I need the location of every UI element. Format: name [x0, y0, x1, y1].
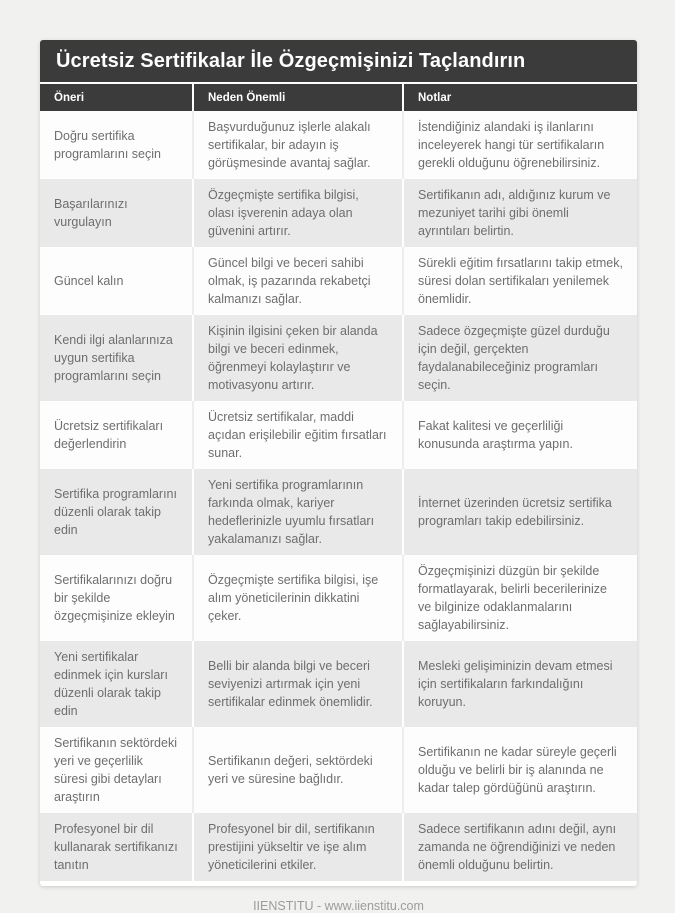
cell-notlar: Sertifikanın adı, aldığınız kurum ve mezuniyet tarihi gibi önemli ayrıntıları belirtin. — [402, 179, 637, 247]
table-row — [40, 641, 637, 727]
cell-neden-onemli: Profesyonel bir dil, sertifikanın prestijini yükseltir ve işe alım yöneticilerini etkiler. — [192, 813, 402, 881]
cell-notlar: Fakat kalitesi ve geçerliliği konusunda araştırma yapın. — [402, 401, 637, 469]
cell-neden-onemli: Kişinin ilgisini çeken bir alanda bilgi ve beceri edinmek, öğrenmeyi kolaylaştırır ve motivasyonu artırır. — [192, 315, 402, 401]
header-row — [40, 82, 637, 111]
cell-notlar: Sadece sertifikanın adını değil, aynı zamanda ne öğrendiğinizi ve neden önemli olduğunu belirtin. — [402, 813, 637, 881]
table-row — [40, 813, 637, 881]
column-header-notlar: Notlar — [402, 82, 637, 111]
column-header-oneri: Öneri — [40, 82, 192, 111]
cell-oneri: Ücretsiz sertifikaları değerlendirin — [40, 401, 192, 469]
cell-oneri: Sertifikanın sektördeki yeri ve geçerlilik süresi gibi detayları araştırın — [40, 727, 192, 813]
table-row — [40, 469, 637, 555]
cell-neden-onemli: Yeni sertifika programlarının farkında olmak, kariyer hedeflerinizle uyumlu fırsatları yakalamanızı sağlar. — [192, 469, 402, 555]
cell-neden-onemli: Belli bir alanda bilgi ve beceri seviyenizi artırmak için yeni sertifikalar edinmek önemlidir. — [192, 641, 402, 727]
table-row — [40, 555, 637, 641]
cell-neden-onemli: Güncel bilgi ve beceri sahibi olmak, iş pazarında rekabetçi kalmanızı sağlar. — [192, 247, 402, 315]
table-row — [40, 727, 637, 813]
cell-oneri: Yeni sertifikalar edinmek için kursları düzenli olarak takip edin — [40, 641, 192, 727]
cell-oneri: Doğru sertifika programlarını seçin — [40, 111, 192, 179]
cell-neden-onemli: Başvurduğunuz işlerle alakalı sertifikalar, bir adayın iş görüşmesinde avantaj sağlar. — [192, 111, 402, 179]
footer-branding: IIENSTITU - www.iienstitu.com — [253, 899, 424, 913]
cell-notlar: İstendiğiniz alandaki iş ilanlarını inceleyerek hangi tür sertifikaların gerekli olduğunu öğrenebilirsiniz. — [402, 111, 637, 179]
cell-notlar: Sürekli eğitim fırsatlarını takip etmek, süresi dolan sertifikaları yenilemek önemlidir. — [402, 247, 637, 315]
table-row — [40, 179, 637, 247]
cell-notlar: Özgeçmişinizi düzgün bir şekilde formatlayarak, belirli becerilerinize ve bilginize odaklanmalarını sağlayabilirsiniz. — [402, 555, 637, 641]
cell-notlar: Sadece özgeçmişte güzel durduğu için değil, gerçekten faydalanabileceğiniz programları seçin. — [402, 315, 637, 401]
table-row — [40, 111, 637, 179]
cell-neden-onemli: Sertifikanın değeri, sektördeki yeri ve süresine bağlıdır. — [192, 727, 402, 813]
table-row — [40, 315, 637, 401]
certificates-card — [40, 40, 637, 886]
cell-oneri: Başarılarınızı vurgulayın — [40, 179, 192, 247]
cell-neden-onemli: Özgeçmişte sertifika bilgisi, işe alım yöneticilerinin dikkatini çeker. — [192, 555, 402, 641]
table-title: Ücretsiz Sertifikalar İle Özgeçmişinizi Taçlandırın — [40, 40, 637, 82]
cell-notlar: Mesleki gelişiminizin devam etmesi için sertifikaların farkındalığını koruyun. — [402, 641, 637, 727]
cell-neden-onemli: Ücretsiz sertifikalar, maddi açıdan erişilebilir eğitim fırsatları sunar. — [192, 401, 402, 469]
table-row — [40, 401, 637, 469]
cell-oneri: Kendi ilgi alanlarınıza uygun sertifika programlarını seçin — [40, 315, 192, 401]
cell-oneri: Sertifikalarınızı doğru bir şekilde özgeçmişinize ekleyin — [40, 555, 192, 641]
certificates-table — [40, 82, 637, 881]
cell-neden-onemli: Özgeçmişte sertifika bilgisi, olası işverenin adaya olan güvenini artırır. — [192, 179, 402, 247]
table-row — [40, 247, 637, 315]
cell-oneri: Güncel kalın — [40, 247, 192, 315]
column-header-neden-onemli: Neden Önemli — [192, 82, 402, 111]
cell-notlar: Sertifikanın ne kadar süreyle geçerli olduğu ve belirli bir iş alanında ne kadar talep gördüğünü araştırın. — [402, 727, 637, 813]
cell-notlar: İnternet üzerinden ücretsiz sertifika programları takip edebilirsiniz. — [402, 469, 637, 555]
cell-oneri: Profesyonel bir dil kullanarak sertifikanızı tanıtın — [40, 813, 192, 881]
cell-oneri: Sertifika programlarını düzenli olarak takip edin — [40, 469, 192, 555]
